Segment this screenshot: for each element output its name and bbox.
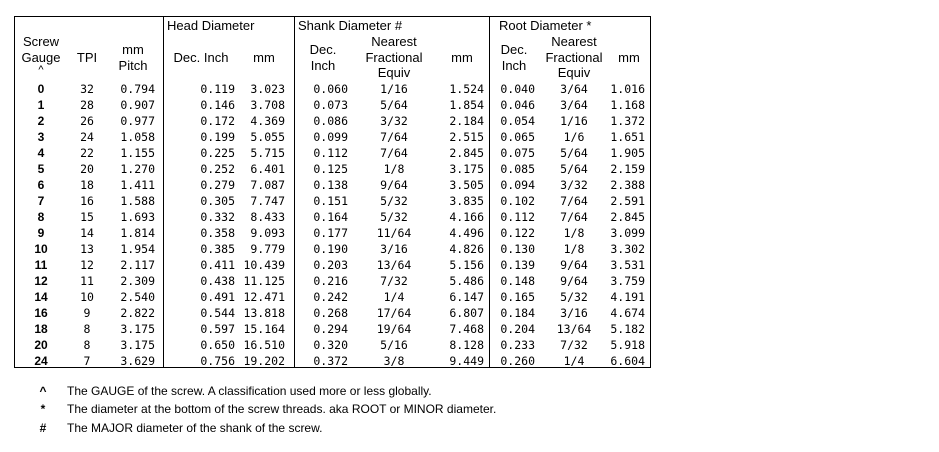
cell-shank-mm: 4.826 [449,242,484,256]
cell-head-dec: 0.756 [200,354,235,368]
cell-shank-frac: 11/64 [376,226,412,240]
cell-pitch: 3.175 [120,338,155,352]
cell-root-dec: 0.065 [500,130,535,144]
cell-root-dec: 0.094 [500,178,535,192]
cell-shank-frac: 5/16 [380,338,408,352]
cell-shank-mm: 6.807 [449,306,484,320]
cell-tpi: 16 [80,194,94,208]
cell-root-frac: 1/6 [563,130,585,144]
cell-tpi: 13 [80,242,94,256]
cell-root-frac: 9/64 [560,274,588,288]
column-header-root-frac: Nearest [551,34,597,49]
cell-root-mm: 3.531 [610,258,645,272]
column-header-root-dec: Inch [501,58,527,73]
cell-root-dec: 0.184 [500,306,535,320]
cell-head-dec: 0.146 [200,98,235,112]
cell-pitch: 3.629 [120,354,155,368]
column-header-gauge: Screw [22,34,60,49]
footnote-text: The GAUGE of the screw. A classification used more or less globally. [67,384,432,398]
cell-head-dec: 0.544 [200,306,235,320]
cell-shank-dec: 0.372 [313,354,348,368]
cell-tpi: 12 [80,258,94,272]
cell-shank-dec: 0.164 [313,210,348,224]
cell-root-frac: 5/64 [560,162,588,176]
cell-head-mm: 5.055 [250,130,285,144]
column-header-root-dec: Dec. [500,42,528,57]
cell-gauge: 9 [37,226,45,240]
group-header-root: Root Diameter * [499,18,592,33]
cell-shank-mm: 9.449 [449,354,484,368]
cell-shank-frac: 5/32 [380,210,408,224]
cell-shank-dec: 0.151 [313,194,348,208]
cell-head-dec: 0.385 [200,242,235,256]
cell-shank-mm: 3.175 [449,162,484,176]
cell-shank-frac: 1/8 [383,162,405,176]
cell-head-mm: 8.433 [250,210,285,224]
column-header-shank-frac: Equiv [377,65,411,80]
cell-gauge: 20 [34,338,48,352]
column-header-root-frac: Fractional [545,50,603,65]
cell-pitch: 2.309 [120,274,155,288]
cell-root-mm: 1.016 [610,82,645,96]
column-header-shank-frac: Fractional [365,50,423,65]
cell-shank-mm: 2.845 [449,146,484,160]
cell-gauge: 16 [34,306,48,320]
group-header-shank: Shank Diameter # [298,18,403,33]
cell-shank-mm: 4.166 [449,210,484,224]
cell-root-dec: 0.046 [500,98,535,112]
cell-root-frac: 1/8 [563,226,585,240]
cell-root-mm: 1.651 [610,130,645,144]
cell-root-dec: 0.085 [500,162,535,176]
cell-head-dec: 0.172 [200,114,235,128]
cell-shank-dec: 0.177 [313,226,348,240]
cell-root-dec: 0.054 [500,114,535,128]
cell-root-frac: 1/8 [563,242,585,256]
cell-head-dec: 0.650 [200,338,235,352]
group-header-head: Head Diameter [167,18,255,33]
cell-head-dec: 0.597 [200,322,235,336]
cell-shank-mm: 2.184 [449,114,484,128]
column-header-tpi: TPI [76,50,98,65]
cell-root-mm: 1.168 [610,98,645,112]
cell-pitch: 1.155 [120,146,155,160]
cell-root-dec: 0.102 [500,194,535,208]
cell-head-mm: 3.023 [250,82,285,96]
cell-shank-dec: 0.060 [313,82,348,96]
cell-root-frac: 3/16 [560,306,588,320]
cell-root-mm: 2.388 [610,178,645,192]
footnote-symbol: ^ [39,384,47,398]
cell-pitch: 2.540 [120,290,155,304]
cell-shank-frac: 3/8 [383,354,405,368]
cell-head-dec: 0.279 [200,178,235,192]
cell-shank-frac: 19/64 [376,322,412,336]
cell-tpi: 15 [80,210,94,224]
cell-shank-frac: 9/64 [380,178,408,192]
cell-head-mm: 7.087 [250,178,285,192]
cell-head-mm: 11.125 [243,274,285,288]
footnote-symbol: * [40,402,46,416]
cell-root-frac: 7/32 [560,338,588,352]
cell-shank-dec: 0.086 [313,114,348,128]
cell-head-dec: 0.252 [200,162,235,176]
cell-head-mm: 15.164 [243,322,285,336]
footnote-symbol: # [39,421,47,435]
cell-shank-dec: 0.320 [313,338,348,352]
cell-shank-mm: 2.515 [449,130,484,144]
cell-shank-dec: 0.112 [313,146,348,160]
cell-shank-frac: 7/32 [380,274,408,288]
cell-root-mm: 3.099 [610,226,645,240]
cell-tpi: 11 [80,274,94,288]
cell-root-mm: 2.845 [610,210,645,224]
column-header-pitch: mm [122,42,144,57]
column-header-root-mm: mm [618,50,640,65]
cell-root-mm: 4.674 [610,306,645,320]
cell-root-frac: 9/64 [560,258,588,272]
cell-shank-dec: 0.138 [313,178,348,192]
cell-pitch: 1.693 [120,210,155,224]
cell-head-dec: 0.199 [200,130,235,144]
cell-shank-frac: 7/64 [380,146,408,160]
cell-shank-dec: 0.099 [313,130,348,144]
cell-shank-mm: 7.468 [449,322,484,336]
cell-head-mm: 19.202 [243,354,285,368]
cell-head-mm: 10.439 [243,258,285,272]
footnote-text: The diameter at the bottom of the screw threads. aka ROOT or MINOR diameter. [67,402,497,416]
column-header-gauge: Gauge [21,50,61,65]
cell-head-mm: 5.715 [250,146,285,160]
cell-root-dec: 0.165 [500,290,535,304]
cell-pitch: 0.907 [120,98,155,112]
cell-shank-mm: 5.486 [449,274,484,288]
screw-gauge-table [14,16,651,368]
cell-head-mm: 7.747 [250,194,285,208]
cell-root-mm: 5.918 [610,338,645,352]
cell-gauge: 7 [37,194,45,208]
cell-head-dec: 0.411 [200,258,235,272]
cell-shank-frac: 5/64 [380,98,408,112]
footnote-text: The MAJOR diameter of the shank of the screw. [67,421,323,435]
cell-root-mm: 2.159 [610,162,645,176]
cell-shank-mm: 3.505 [449,178,484,192]
cell-root-dec: 0.139 [500,258,535,272]
cell-pitch: 1.814 [120,226,155,240]
cell-head-mm: 13.818 [243,306,285,320]
column-header-shank-mm: mm [451,50,473,65]
cell-tpi: 32 [80,82,94,96]
cell-root-dec: 0.233 [500,338,535,352]
cell-root-dec: 0.260 [500,354,535,368]
cell-root-dec: 0.112 [500,210,535,224]
cell-root-dec: 0.130 [500,242,535,256]
cell-tpi: 9 [83,306,91,320]
cell-gauge: 5 [37,162,45,176]
cell-pitch: 3.175 [120,322,155,336]
cell-head-mm: 9.779 [250,242,285,256]
cell-shank-dec: 0.294 [313,322,348,336]
cell-tpi: 18 [80,178,94,192]
cell-tpi: 24 [80,130,94,144]
cell-gauge: 12 [34,274,48,288]
cell-root-mm: 4.191 [610,290,645,304]
cell-gauge: 8 [37,210,45,224]
column-header-shank-dec: Inch [310,58,336,73]
cell-root-mm: 1.905 [610,146,645,160]
cell-shank-mm: 4.496 [449,226,484,240]
cell-shank-mm: 1.854 [449,98,484,112]
cell-pitch: 1.270 [120,162,155,176]
cell-shank-dec: 0.125 [313,162,348,176]
cell-shank-dec: 0.242 [313,290,348,304]
cell-root-frac: 7/64 [560,210,588,224]
cell-head-mm: 12.471 [243,290,285,304]
cell-tpi: 14 [80,226,94,240]
column-header-shank-frac: Nearest [371,34,417,49]
column-header-gauge: ^ [38,64,44,76]
cell-pitch: 1.954 [120,242,155,256]
cell-tpi: 8 [83,338,91,352]
cell-gauge: 10 [34,242,48,256]
cell-root-dec: 0.148 [500,274,535,288]
cell-gauge: 0 [37,82,45,96]
cell-root-dec: 0.122 [500,226,535,240]
cell-gauge: 14 [34,290,48,304]
cell-root-mm: 6.604 [610,354,645,368]
cell-pitch: 0.794 [120,82,155,96]
cell-shank-frac: 3/16 [380,242,408,256]
cell-gauge: 24 [34,354,48,368]
cell-root-frac: 3/32 [560,178,588,192]
cell-shank-mm: 5.156 [449,258,484,272]
cell-root-frac: 5/32 [560,290,588,304]
cell-root-dec: 0.075 [500,146,535,160]
cell-shank-dec: 0.216 [313,274,348,288]
column-header-head-dec: Dec. Inch [173,50,229,65]
cell-gauge: 11 [34,258,48,272]
cell-pitch: 0.977 [120,114,155,128]
cell-shank-mm: 8.128 [449,338,484,352]
cell-shank-mm: 3.835 [449,194,484,208]
cell-root-mm: 3.302 [610,242,645,256]
cell-tpi: 26 [80,114,94,128]
cell-root-frac: 5/64 [560,146,588,160]
cell-root-frac: 13/64 [556,322,592,336]
cell-tpi: 28 [80,98,94,112]
cell-root-mm: 2.591 [610,194,645,208]
cell-root-frac: 7/64 [560,194,588,208]
cell-shank-mm: 1.524 [449,82,484,96]
cell-head-dec: 0.332 [200,210,235,224]
cell-tpi: 20 [80,162,94,176]
cell-shank-dec: 0.268 [313,306,348,320]
cell-shank-frac: 1/4 [383,290,405,304]
cell-root-frac: 1/16 [560,114,588,128]
cell-head-dec: 0.358 [200,226,235,240]
cell-shank-frac: 3/32 [380,114,408,128]
cell-shank-frac: 17/64 [376,306,412,320]
cell-root-frac: 1/4 [563,354,585,368]
cell-gauge: 4 [37,146,45,160]
cell-gauge: 2 [37,114,45,128]
cell-gauge: 1 [37,98,45,112]
cell-pitch: 1.588 [120,194,155,208]
cell-shank-frac: 5/32 [380,194,408,208]
cell-root-frac: 3/64 [560,82,588,96]
cell-head-mm: 6.401 [250,162,285,176]
cell-shank-dec: 0.203 [313,258,348,272]
cell-pitch: 2.822 [120,306,155,320]
cell-head-dec: 0.491 [200,290,235,304]
cell-shank-frac: 13/64 [376,258,412,272]
cell-head-dec: 0.438 [200,274,235,288]
column-header-pitch: Pitch [118,58,148,73]
cell-shank-mm: 6.147 [449,290,484,304]
cell-root-frac: 3/64 [560,98,588,112]
cell-shank-frac: 7/64 [380,130,408,144]
cell-shank-dec: 0.073 [313,98,348,112]
cell-head-dec: 0.119 [200,82,235,96]
cell-pitch: 1.411 [120,178,155,192]
cell-shank-frac: 1/16 [380,82,408,96]
cell-head-mm: 9.093 [250,226,285,240]
cell-pitch: 2.117 [120,258,155,272]
column-header-shank-dec: Dec. [309,42,337,57]
cell-root-dec: 0.204 [500,322,535,336]
cell-shank-dec: 0.190 [313,242,348,256]
column-header-root-frac: Equiv [557,65,591,80]
cell-head-mm: 16.510 [243,338,285,352]
cell-root-mm: 3.759 [610,274,645,288]
cell-tpi: 22 [80,146,94,160]
cell-root-mm: 1.372 [610,114,645,128]
cell-head-mm: 3.708 [250,98,285,112]
cell-pitch: 1.058 [120,130,155,144]
cell-tpi: 10 [80,290,94,304]
cell-gauge: 3 [37,130,45,144]
cell-head-mm: 4.369 [250,114,285,128]
cell-tpi: 8 [83,322,91,336]
column-header-head-mm: mm [253,50,275,65]
cell-gauge: 6 [37,178,45,192]
cell-root-dec: 0.040 [500,82,535,96]
cell-gauge: 18 [34,322,48,336]
cell-head-dec: 0.305 [200,194,235,208]
cell-head-dec: 0.225 [200,146,235,160]
cell-root-mm: 5.182 [610,322,645,336]
cell-tpi: 7 [83,354,91,368]
